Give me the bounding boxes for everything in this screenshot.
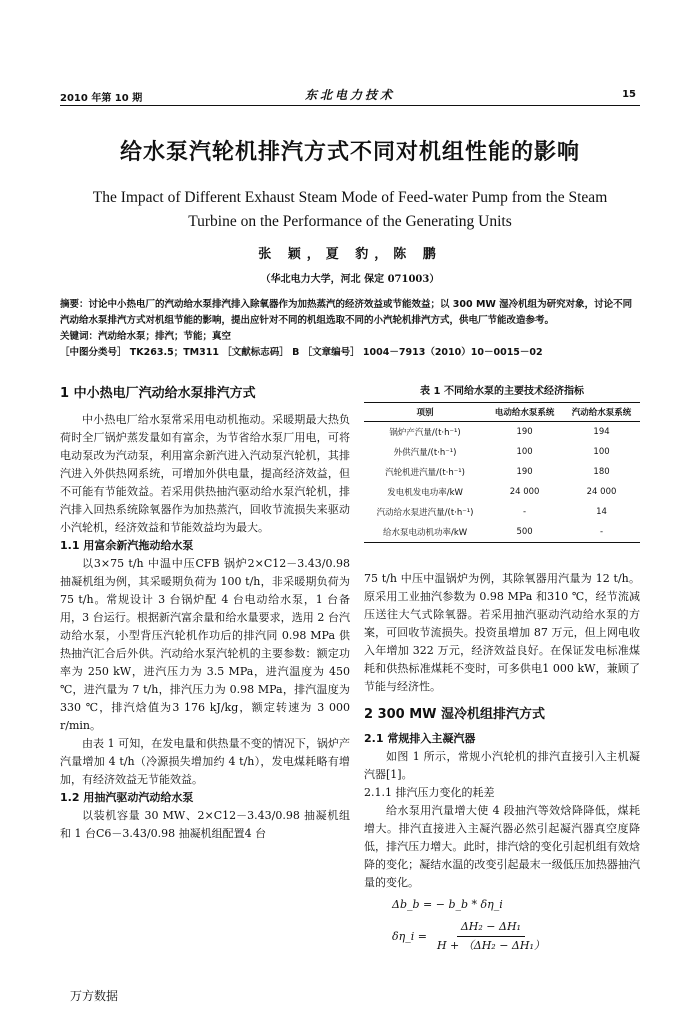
classification-codes: ［中图分类号］ TK263.5；TM311 ［文献标志码］ B ［文章编号］ 1004－7913（2010）10－0015－02 [60, 347, 543, 358]
table-cell: 194 [593, 427, 610, 437]
table-row [364, 462, 640, 482]
table-row [364, 482, 640, 502]
section-1-2-heading: 1.2 用抽汽驱动汽动给水泵 [60, 791, 194, 804]
table-cell: 汽轮机进汽量/(t·h⁻¹) [385, 468, 465, 478]
table-cell: 外供汽量/(t·h⁻¹) [393, 448, 457, 458]
paragraph: 中小热电厂给水泵常采用电动机拖动。采暖期最大热负荷时全厂锅炉蒸发量如有富余，为节省给水泵厂用电，可将电动泵改为汽动泵，利用富余新汽进入汽动泵汽轮机，其排汽进入外供热网系统，可增加外供电量，提高经济效益，但不可能有节能效益。若采用供热抽汽驱动给水泵汽轮机，排汽排入回热系统除氧器作为加热蒸汽，回收节流损失来驱动小汽轮机，经济效益和节能效益均为最大。 [60, 413, 350, 534]
table-cell: 汽动给水泵进汽量/(t·h⁻¹) [376, 508, 474, 518]
equation-1: Δb_b = − b_b * δη_i [392, 898, 503, 911]
equation-2-fraction [433, 918, 549, 955]
table-cell: - [523, 507, 527, 517]
paragraph: 给水泵用汽量增大使 4 段抽汽等效焓降降低，煤耗增大。排汽直接进入主凝汽器必然引起凝汽器真空度降低，排汽压力增大。此时，排汽焓的变化引起机组有效焓降的变化；凝结水温的改变引起最末一级低压加热器抽汽量的变化。 [364, 804, 640, 889]
table-cell: 24 000 [586, 487, 617, 497]
affiliation: （华北电力大学，河北 保定 071003） [260, 274, 440, 285]
footer-watermark: 万方数据 [70, 989, 119, 1003]
header-journal: 东北电力技术 [304, 88, 395, 102]
table-header-cell: 电动给水泵系统 [486, 403, 563, 422]
authors: 张 颖，夏 豹，陈 鹏 [258, 247, 442, 262]
abstract-text: 摘要：讨论中小热电厂的汽动给水泵排汽排入除氧器作为加热蒸汽的经济效益或节能效益；以 300 MW 湿冷机组为研究对象，讨论不同汽动给水泵排汽方式对机组节能的影响，提出应针对不同的机组选取不同的小汽轮机排汽方式，供电厂节能改造参考。 [60, 299, 633, 326]
section-1-heading: 1 中小热电厂汽动给水泵排汽方式 [60, 386, 256, 401]
table-row [364, 442, 640, 462]
abstract-block [60, 297, 640, 361]
table-cell: 14 [596, 507, 607, 517]
equation-2-lhs: δη_i = [392, 929, 427, 943]
table-row [364, 522, 640, 543]
keywords: 关键词：汽动给水泵；排汽；节能；真空 [60, 331, 232, 342]
table-cell: 给水泵电动机功率/kW [364, 522, 486, 543]
section-2-heading: 2 300 MW 湿冷机组排汽方式 [364, 707, 546, 722]
paragraph: 以3×75 t/h 中温中压CFB 锅炉2×C12－3.43/0.98 抽凝机组为例，其采暖期负荷为 100 t/h，非采暖期负荷为 75 t/h。常规设计 3 台锅炉配 4 台电动给水泵，1 台备用，3 台运行。根据新汽富余量和给水量要求，选用 2 台汽动给水泵，小型背压汽轮机作功后的排汽同 0.98 MPa 供热抽汽汇合后外供。汽动给水泵汽轮机的主要参数：额定功率为 250 kW，进汽压力为 3.5 MPa，进汽温度为 450 ℃，进汽量为 7 t/h，排汽压力为 0.98 MPa，排汽温度为 330 ℃，排汽焓值为3 176 kJ/kg，额定转速为 3 000 r/min。 [60, 557, 350, 732]
paragraph: 如图 1 所示，常规小汽轮机的排汽直接引入主机凝汽器[1]。 [364, 750, 640, 781]
table-cell: 180 [593, 467, 610, 477]
table-cell: 24 000 [509, 487, 540, 497]
table-cell: 100 [593, 447, 610, 457]
header-rule [60, 105, 640, 106]
table-row [364, 502, 640, 522]
table-cell: 190 [516, 467, 533, 477]
paragraph: 75 t/h 中压中温锅炉为例，其除氧器用汽量为 12 t/h。原采用工业抽汽参数为 0.98 MPa 和310 ℃，经节流减压送往大气式除氧器。若采用抽汽驱动汽动给水泵的方案，可回收节流损失。投资虽增加 87 万元，但上网电收入年增加 322 万元，经济效益良好。在保证发电标准煤耗和供热标准煤耗不变时，可多供电1 000 kW，兼顾了节能与经济性。 [364, 572, 640, 693]
table-header-cell: 汽动给水泵系统 [563, 403, 640, 422]
table-header-cell: 项别 [364, 403, 486, 422]
table-1 [364, 402, 640, 543]
title-chinese: 给水泵汽轮机排汽方式不同对机组性能的影响 [119, 139, 580, 165]
equation-2-numerator: ΔH₂ − ΔH₁ [457, 918, 525, 937]
table-cell: 锅炉产汽量/(t·h⁻¹) [389, 428, 461, 438]
right-column [364, 570, 640, 955]
section-2-1-1-heading: 2.1.1 排汽压力变化的耗差 [364, 786, 495, 799]
header-page-number: 15 [622, 89, 636, 100]
table-cell: 发电机发电功率/kW [387, 488, 463, 498]
table-row [364, 422, 640, 443]
table-cell: 100 [516, 447, 533, 457]
table-cell: 500 [486, 522, 563, 543]
paragraph: 以装机容量 30 MW、2×C12－3.43/0.98 抽凝机组和 1 台C6－3.43/0.98 抽凝机组配置4 台 [60, 809, 350, 840]
section-2-1-heading: 2.1 常规排入主凝汽器 [364, 732, 476, 745]
left-column [60, 385, 350, 843]
table-cell: 190 [516, 427, 533, 437]
table-header-row [364, 403, 640, 422]
table-1-title: 表 1 不同给水泵的主要技术经济指标 [420, 386, 584, 397]
title-english: The Impact of Different Exhaust Steam Mode of Feed-water Pump from the Steam Turbine on the Performance of the Generating Units [92, 189, 608, 230]
section-1-1-heading: 1.1 用富余新汽拖动给水泵 [60, 539, 194, 552]
equation-2 [392, 918, 640, 955]
equation-2-denominator: H + （ΔH₂ − ΔH₁） [436, 939, 545, 952]
header-issue: 2010 年第 10 期 [60, 93, 143, 104]
paragraph: 由表 1 可知，在发电量和供热量不变的情况下，锅炉产汽量增加 4 t/h（冷源损失增加约 4 t/h），发电煤耗略有增加，有经济效益无节能效益。 [60, 737, 350, 786]
table-cell: - [563, 522, 640, 543]
